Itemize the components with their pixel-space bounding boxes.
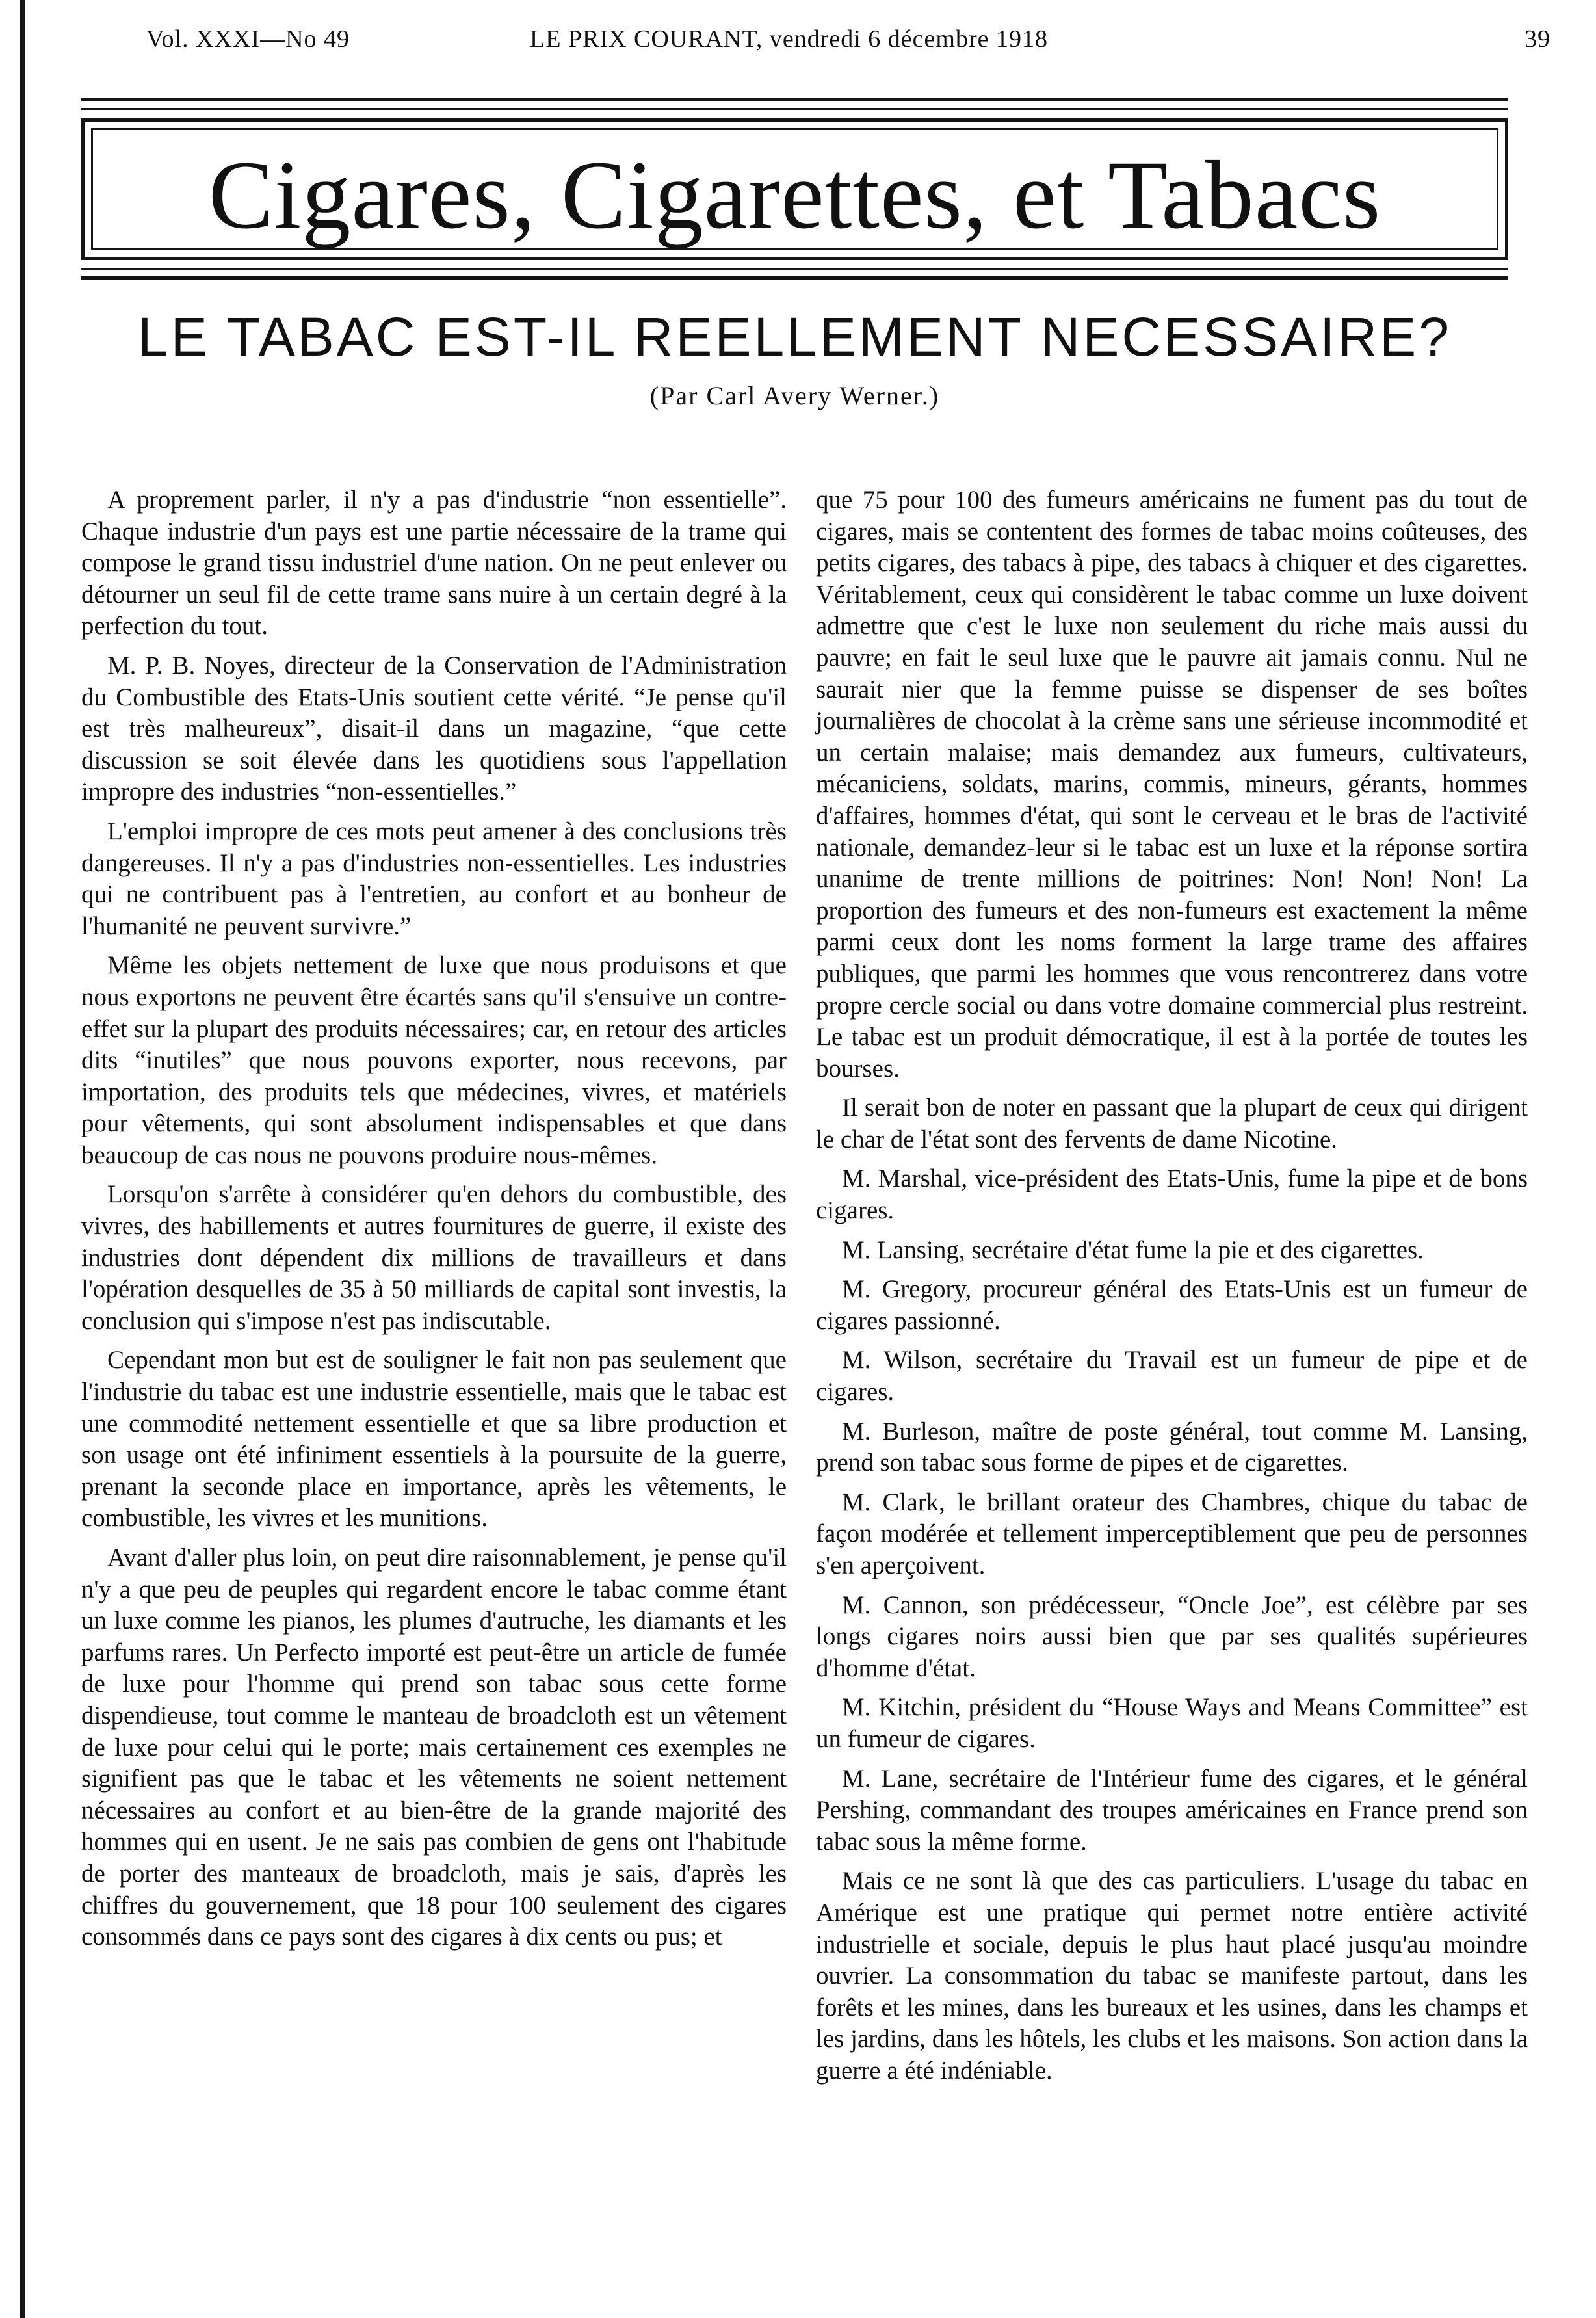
paragraph: Mais ce ne sont là que des cas particuliers. L'usage du tabac en Amérique est une pratique qui permet notre entière activité industrielle et sociale, depuis le plus haut placé jusqu'au moindre ouvrier. La consommation du tabac se manifeste partout, dans les forêts et les mines, dans les bureaux et les usines, dans les champs et les jardins, dans les hôtels, les clubs et les maisons. Son action dans la guerre a été indéniable. — [816, 1867, 1528, 2085]
paragraph: M. Gregory, procureur général des Etats-Unis est un fumeur de cigares passionné. — [816, 1275, 1528, 1335]
paragraph: M. Lansing, secrétaire d'état fume la pie et des cigarettes. — [842, 1235, 1424, 1264]
paragraph: M. Wilson, secrétaire du Travail est un fumeur de pipe et de cigares. — [816, 1346, 1528, 1406]
page-edge-rule — [20, 0, 25, 2318]
section-banner — [81, 98, 1508, 286]
paragraph: L'emploi impropre de ces mots peut amener à des conclusions très dangereuses. Il n'y a pas d'industries non-essentielles. Les industries qui ne contribuent pas à l'entretien, au confort et au bonheur de l'humanité ne peuvent survivre.” — [81, 817, 787, 940]
page-number: 39 — [1524, 25, 1550, 53]
paragraph: Lorsqu'on s'arrête à considérer qu'en dehors du combustible, des vivres, des habillements et autres fournitures de guerre, il existe des industries dont dépendent dix millions de travailleurs et dans l'opération desquelles de 35 à 50 milliards de capital sont investis, la conclusion qui s'impose n'est pas indiscutable. — [81, 1180, 787, 1335]
text-column-left — [81, 484, 787, 1961]
section-title: Cigares, Cigarettes, et Tabacs — [208, 141, 1381, 249]
paragraph: Il serait bon de noter en passant que la plupart de ceux qui dirigent le char de l'état sont des fervents de dame Nicotine. — [816, 1094, 1528, 1153]
paragraph: Cependant mon but est de souligner le fait non pas seulement que l'industrie du tabac est une industrie essentielle, mais que le tabac est une commodité nettement essentielle et que sa libre production et son usage ont été infiniment essentiels à la poursuite de la guerre, prenant la seconde place en importance, après les vêtements, le combustible, les vivres et les munitions. — [81, 1346, 787, 1533]
text-column-right — [816, 484, 1528, 2095]
paragraph: Même les objets nettement de luxe que nous produisons et que nous exportons ne peuvent être écartés sans qu'il s'ensuive un contre-effet sur la plupart des produits nécessaires; car, en retour des articles dits “inutiles” que nous pouvons exporter, nous recevons, par importation, des produits tels que médecines, vivres, et matériels pour vêtements, qui sont absolument indispensables et que dans beaucoup de cas nous ne pouvons produire nous-mêmes. — [81, 951, 787, 1169]
banner-rule — [81, 98, 1508, 101]
article-byline: (Par Carl Avery Werner.) — [649, 381, 940, 410]
banner-frame — [81, 118, 1508, 260]
paragraph: M. Kitchin, président du “House Ways and Means Committee” est un fumeur de cigares. — [816, 1693, 1528, 1753]
paragraph: que 75 pour 100 des fumeurs américains ne fument pas du tout de cigares, mais se contentent des formes de tabac moins coûteuses, des petits cigares, des tabacs à pipe, des tabacs à chiquer et des cigarettes. Véritablement, ceux qui considèrent le tabac comme un luxe doivent admettre que c'est le luxe non seulement du riche mais aussi du pauvre; en fait le seul luxe que le pauvre ait jamais connu. Nul ne saurait nier que la femme puisse se dispenser de ses boîtes journalières de chocolat à la crème sans une sérieuse incommodité et un certain malaise; mais demandez aux fumeurs, cultivateurs, mécaniciens, soldats, marins, commis, mineurs, gérants, hommes d'affaires, hommes d'état, qui sont le cerveau et le bras de l'activité nationale, demandez-leur si le tabac est un luxe et la réponse sortira unanime de trente millions de poitrines: Non! Non! Non! La proportion des fumeurs et des non-fumeurs est exactement la même parmi ceux dont les noms forment la large trame des affaires publiques, que parmi les hommes que vous rencontrerez dans votre propre cercle social ou dans votre domaine commercial plus restreint. Le tabac est un produit démocratique, il est à la portée de toutes les bourses. — [816, 486, 1528, 1083]
paragraph: M. Burleson, maître de poste général, tout comme M. Lansing, prend son tabac sous forme de pipes et de cigarettes. — [816, 1417, 1528, 1477]
paragraph: M. P. B. Noyes, directeur de la Conservation de l'Administration du Combustible des Etats-Unis soutient cette vérité. “Je pense qu'il est très malheureux”, disait-il dans un magazine, “que cette discussion se soit élevée dans les quotidiens sous l'appellation impropre des industries “non-essentielles.” — [81, 651, 787, 806]
banner-rule — [81, 268, 1508, 270]
paragraph: M. Clark, le brillant orateur des Chambres, chique du tabac de façon modérée et tellement imperceptiblement que peu de personnes s'en aperçoivent. — [816, 1488, 1528, 1579]
paragraph: Avant d'aller plus loin, on peut dire raisonnablement, je pense qu'il n'y a que peu de peuples qui regardent encore le tabac comme étant un luxe comme les pianos, les plumes d'autruche, les diamants et les parfums rares. Un Perfecto importé est peut-être un article de fumée de luxe pour l'homme qui prend son tabac sous cette forme dispendieuse, tout comme le manteau de broadcloth est un vêtement de luxe pour celui qui le porte; mais certainement ces exemples ne signifient pas que le tabac et les vêtements ne soient nettement nécessaires au confort et au bien-être de la grande majorité des hommes qui en usent. Je ne sais pas combien de gens ont l'habitude de porter des manteaux de broadcloth, mais je sais, d'après les chiffres du gouvernement, que 18 pour 100 seulement des cigares consommés dans ce pays sont des cigares à dix cents ou pus; et — [81, 1544, 787, 1951]
paragraph: M. Lane, secrétaire de l'Intérieur fume des cigares, et le général Pershing, commandant des troupes américaines en France prend son tabac sous la même forme. — [816, 1764, 1528, 1856]
paragraph: M. Marshal, vice-président des Etats-Unis, fume la pipe et de bons cigares. — [816, 1165, 1528, 1225]
article-headline: LE TABAC EST-IL REELLEMENT NECESSAIRE? — [138, 306, 1452, 367]
volume-number: Vol. XXXI—No 49 — [146, 25, 350, 53]
paragraph: M. Cannon, son prédécesseur, “Oncle Joe”, est célèbre par ses longs cigares noirs aussi bien que par ses qualités supérieures d'homme d'état. — [816, 1590, 1528, 1682]
paragraph: A proprement parler, il n'y a pas d'industrie “non essentielle”. Chaque industrie d'un pays est une partie nécessaire de la trame qui compose le grand tissu industriel d'une nation. On ne peut enlever ou détourner un seul fil de cette trame sans nuire à un certain degré à la perfection du tout. — [81, 486, 787, 640]
banner-rule — [81, 276, 1508, 280]
running-header — [146, 25, 1550, 70]
banner-rule — [81, 108, 1508, 110]
publication-date-line: LE PRIX COURANT, vendredi 6 décembre 1918 — [530, 25, 1048, 53]
